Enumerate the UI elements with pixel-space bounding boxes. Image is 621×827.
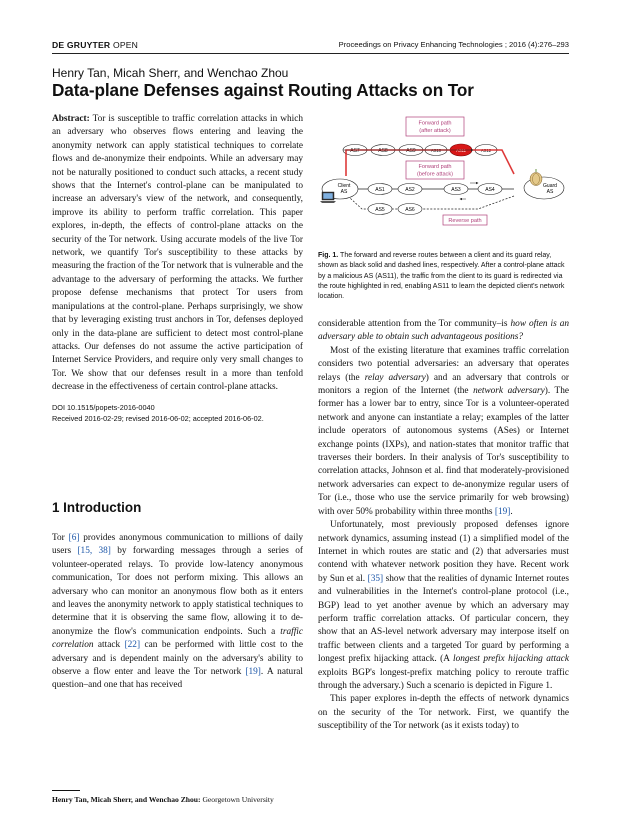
as-label: AS4 — [485, 187, 495, 193]
as-label: AS5 — [375, 207, 385, 213]
citation-link[interactable]: [35] — [367, 573, 384, 584]
figure-1 — [318, 112, 569, 246]
guard-label-2: AS — [546, 189, 554, 195]
right-column-body — [318, 318, 569, 734]
publisher-bold: DE GRUYTER — [52, 40, 111, 50]
paragraph: Unfortunately, most previously proposed defenses ignore network dynamics, assuming instead (1) a simplified model of the Internet in which routes are static and (2) that adversaries must contend with whatever network position they have. Recent work by Sun et al. [35] show that the realities of dynamic Internet routes and vulnerabilities in the Internet's control-plane protocol (i.e., BGP) lead to yet another avenue by which an adversary may perform traffic correlation attacks. Of particular concern, they show that an AS-level network adversary may interpose itself on traffic between clients and a targeted Tor guard by performing a longest prefix hijacking attack. (A longest prefix hijacking attack exploits BGP's longest-prefix matching policy to reroute traffic through the adversary.) Such a scenario is depicted in Figure 1. — [318, 520, 569, 691]
as-label: AS6 — [405, 207, 415, 213]
as-label: AS2 — [405, 187, 415, 193]
abstract — [52, 113, 303, 424]
citation-link[interactable]: [19] — [245, 667, 261, 678]
as-label: AS8 — [378, 148, 388, 154]
guard-label-1: Guard — [543, 183, 557, 189]
forward-after-label-1: Forward path — [418, 120, 452, 127]
journal-citation: Proceedings on Privacy Enhancing Technologies ; 2016 (4):276–293 — [338, 40, 569, 49]
caption-text: The forward and reverse routes between a client and its guard relay, shown as black solid and dashed lines, respectively. After a control-plane attack by a malicious AS (AS11), the traffic from the client to its guard is redirected via the route highlighted in red, enabling AS11 to learn the depicted client's network location. — [318, 252, 565, 301]
author-list: Henry Tan, Micah Sherr, and Wenchao Zhou — [52, 66, 289, 80]
paper-title: Data-plane Defenses against Routing Attacks on Tor — [52, 80, 474, 100]
as-label: AS12 — [480, 148, 492, 153]
client-label-1: Client — [337, 183, 351, 189]
forward-before-label-2: (before attack) — [416, 171, 454, 178]
as-label: AS3 — [451, 187, 461, 193]
caption-label: Fig. 1. — [318, 252, 339, 259]
publisher-light: OPEN — [112, 40, 139, 50]
citation-link[interactable]: [19] — [494, 506, 511, 517]
paragraph: This paper explores in-depth the effects of network dynamics on the security of the Tor network. First, we quantify the susceptibility of the Tor network (as it exists today) to — [318, 694, 569, 732]
attacker-as-label: AS11 — [456, 148, 466, 153]
abstract-label: Abstract: — [52, 114, 90, 124]
received-dates: Received 2016-02-29; revised 2016-06-02; accepted 2016-06-02. — [52, 413, 264, 423]
publisher-label — [52, 40, 138, 50]
as-label: AS7 — [350, 148, 360, 154]
doi: DOI 10.1515/popets-2016-0040 — [52, 402, 155, 412]
footnote-affiliation: Georgetown University — [200, 795, 274, 804]
footnote-rule — [52, 790, 80, 791]
citation-link[interactable]: [6] — [68, 533, 80, 543]
footnote-names: Henry Tan, Micah Sherr, and Wenchao Zhou: — [52, 795, 201, 804]
paragraph: Most of the existing literature that examines traffic correlation considers two potential adversaries: an adversary that operates relays (the relay adversary) and an adversary that controls or monitors a region of the Internet (the network adversary). The former has a lower bar to entry, since Tor is a volunteer-operated network and anyone can instantiate a relay; examples of the latter include operators of autonomous systems (ASes) or Internet exchange points (IXPs), and nation-states that monitor traffic that traverses their borders. In their analysis of Tor's susceptibility to correlation attacks, Johnson et al. find that moderately-provisioned network adversaries can expect to de-anonymize regular users of Tor (i.e., those who use the service primarily for web browsing) with over 50% probability within three months [19]. — [318, 345, 570, 517]
onion-icon — [530, 169, 542, 186]
citation-link[interactable]: [15, 38] — [77, 546, 111, 557]
citation-link[interactable]: [22] — [124, 640, 141, 651]
as-bot-row — [368, 204, 422, 215]
header-rule — [52, 53, 569, 54]
client-label-2: AS — [340, 189, 348, 195]
laptop-icon — [320, 192, 336, 203]
section-heading-introduction: 1 Introduction — [52, 500, 142, 515]
as-label: AS9 — [406, 148, 416, 154]
footnote — [52, 795, 274, 804]
routing-diagram — [318, 112, 569, 246]
forward-after-label-2: (after attack) — [419, 128, 451, 134]
as-label: AS1 — [375, 187, 385, 193]
figure-caption — [318, 251, 569, 302]
forward-before-label-1: Forward path — [418, 164, 452, 170]
abstract-text: Tor is susceptible to traffic correlation attacks in which an adversary who observes flows entering and leaving the anonymity network can apply statistical techniques to correlate flows and de-anonymize their endpoints. While an adversary may not be naturally positioned to conduct such attacks, a recent study shows that the Internet's control-plane can be manipulated to increase an adversary's view of the network, and consequently, improve its ability to perform traffic correlation. This paper explores, in-depth, the effects of control-plane attacks on the security of the Tor network. Using accurate models of the live Tor network, we quantify Tor's susceptibility to these attacks by measuring the fraction of the Tor network that is vulnerable and the advantage to the adversary of performing the attacks. We further propose defense mechanisms that protect Tor users from manipulations at the control-plane. Perhaps surprisingly, we show that by leveraging existing trust anchors in Tor, defenses deployed only in the data-plane are sufficient to detect most control-plane attacks. Our defenses do not assume the active participation of Internet Service Providers, and require only very small changes to Tor. We show that our defenses result in a more than tenfold decrease in the effectiveness of certain control-plane attacks. — [52, 114, 303, 393]
intro-paragraph: Tor [6] provides anonymous communication to millions of daily users [15, 38] by forwarding messages through a series of volunteer-operated relays. To provide low-latency anonymous communication, Tor does not perform mixing. This allows an adversary who can monitor an anonymous flow both as it enters and leaves the anonymity network to apply statistical techniques to determine that it is observing the same flow, allowing it to de-anonymize the flow's communication endpoints. Such a traffic correlation attack [22] can be performed with little cost to the adversary and is dependent mainly on the adversary's ability to observe a flow enter and leave the Tor network [19]. A natural question–and one that has received — [52, 533, 304, 691]
paragraph: considerable attention from the Tor community–is how often is an adversary able to obtain such advantageous positions? — [318, 319, 569, 343]
reverse-path-label: Reverse path — [448, 218, 482, 224]
as-label: AS10 — [430, 148, 442, 153]
